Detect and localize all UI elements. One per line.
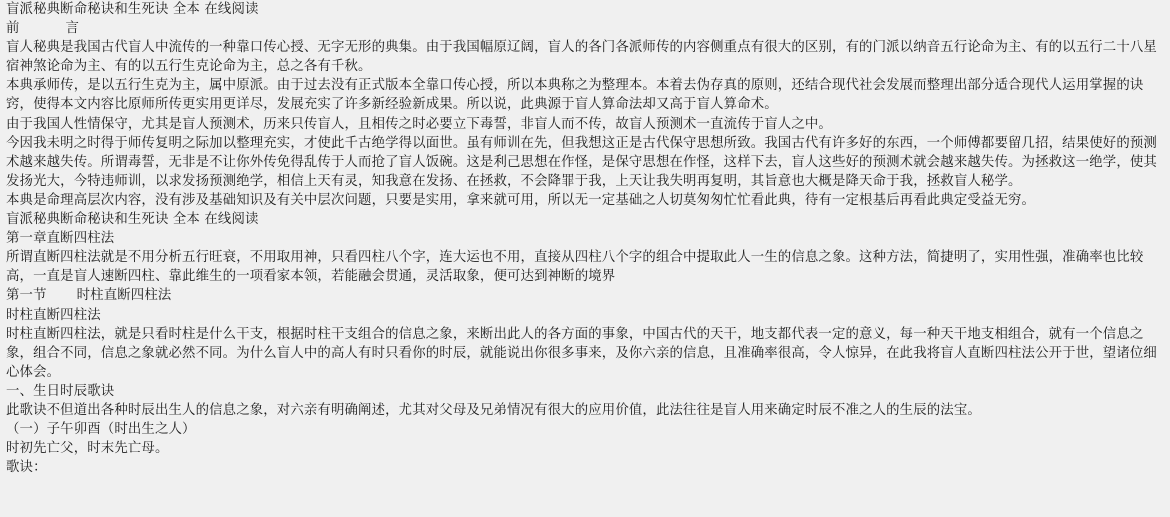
subheading: （一）子午卯酉（时出生之人） xyxy=(6,422,196,438)
section-heading xyxy=(6,286,1164,305)
paragraph: 时柱直断四柱法，就是只看时柱是什么干支，根据时柱干支组合的信息之象，来断出此人的各方面的事象，中国古代的天干，地支都代表一定的意义，每一种天干地支相组合，就有一个信息之象，组合不同，信息之象就必然不同。为什么盲人中的高人有时只看你的时辰，就能说出你很多事来，及你六亲的信息，且准确率很高，令人惊异，在此我将盲人直断四柱法公开于世，望诸位细心体会。 xyxy=(6,326,1157,380)
paragraph: 时初先亡父，时末先亡母。 xyxy=(6,441,169,457)
preface-heading xyxy=(6,19,1164,38)
paragraph: 盲人秘典是我国古代盲人中流传的一种靠口传心授、无字无形的典集。由于我国幅原辽阔，盲人的各门各派师传的内容侧重点有很大的区别，有的门派以纳音五行论命为主、有的以五行二十八星宿神煞论命为主、有的以五行生克论命为主，总之各有千秋。 xyxy=(6,40,1157,75)
paragraph: 由于我国人性情保守，尤其是盲人预测术，历来只传盲人，且相传之时必要立下毒誓，非盲人而不传，故盲人预测术一直流传于盲人之中。 xyxy=(6,116,832,132)
paragraph: 本典是命理高层次内容，没有涉及基础知识及有关中层次问题，只要是实用，拿来就可用，所以无一定基础之人切莫匆匆忙忙看此典，待有一定根基后再看此典定受益无穷。 xyxy=(6,192,1036,208)
paragraph: 今因我未明之时得于师传复明之际加以整理充实，才使此千古绝学得以面世。虽有师训在先，但我想这正是古代保守思想所致。我国古代有许多好的东西，一个师傅都要留几招，结果使好的预测术越来越失传。所谓毒誓，无非是不让你外传免得乱传于人而抢了盲人饭碗。这是利己思想在作怪，是保守思想在作怪，这样下去，盲人这些好的预测术就会越来越失传。为拯救这一绝学，使其发扬光大，今特违师训，以求发扬预测绝学，相信上天有灵，知我意在发扬、在拯救，不会降罪于我，上天让我失明再复明，其旨意也大概是降天命于我，拯救盲人秘学。 xyxy=(6,135,1157,189)
paragraph: 此歌诀不但道出各种时辰出生人的信息之象，对六亲有明确阐述，尤其对父母及兄弟情况有很大的应用价值，此法往往是盲人用来确定时辰不准之人的生辰的法宝。 xyxy=(6,402,981,418)
document-title: 盲派秘典断命秘诀和生死诀 全本 在线阅读 xyxy=(6,2,259,17)
paragraph: 歌诀： xyxy=(6,460,47,476)
paragraph: 本典承师传，是以五行生克为主，属中原派。由于过去没有正式版本全靠口传心授，所以本典称之为整理本。本着去伪存真的原则，还结合现代社会发展而整理出部分适合现代人运用掌握的诀窍，使得本文内容比原师所传更实用更详尽，发展充实了许多新经验新成果。所以说，此典源于盲人算命法却又高于盲人算命术。 xyxy=(6,78,1144,113)
section-title: 时柱直断四柱法 xyxy=(76,288,172,304)
chapter-heading: 第一章直断四柱法 xyxy=(6,231,115,247)
preface-heading-right: 言 xyxy=(65,21,80,37)
preface-heading-left: 前 xyxy=(6,21,20,37)
subheading: 一、生日时辰歌诀 xyxy=(6,383,115,399)
section-number: 第一节 xyxy=(6,288,47,304)
document-title-repeat: 盲派秘典断命秘诀和生死诀 全本 在线阅读 xyxy=(6,212,259,228)
section-subheading: 时柱直断四柱法 xyxy=(6,307,101,323)
paragraph: 所谓直断四柱法就是不用分析五行旺衰，不用取用神，只看四柱八个字，连大运也不用，直接从四柱八个字的组合中提取此人一生的信息之象。这种方法，简捷明了，实用性强，准确率也比较高，一直是盲人速断四柱、靠此维生的一项看家本领，若能融会贯通，灵活取象，便可达到神断的境界 xyxy=(6,250,1144,285)
